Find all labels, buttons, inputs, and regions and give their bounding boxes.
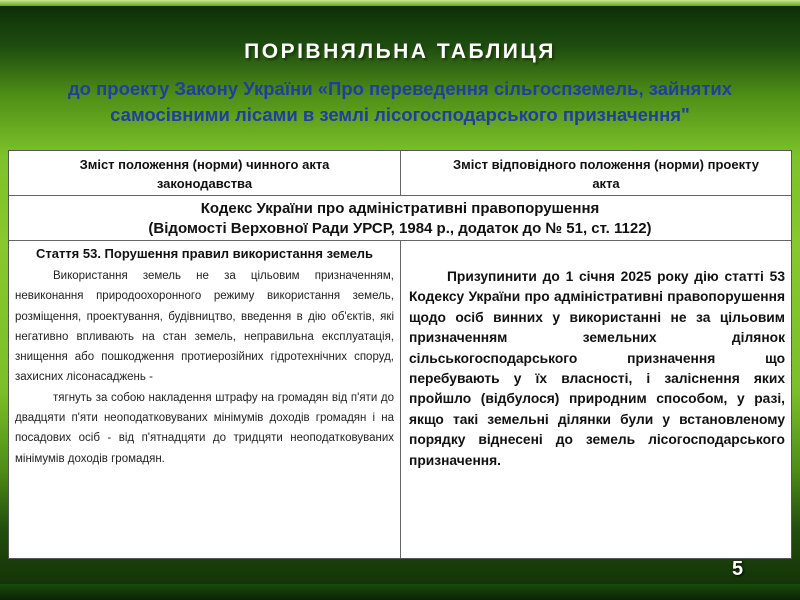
comparison-table <box>8 150 792 559</box>
current-norm-cell <box>9 241 401 558</box>
code-reference-row <box>9 196 791 241</box>
slide-subtitle <box>20 76 780 128</box>
table-header-row <box>9 151 791 196</box>
current-norm-paragraph-2: тягнуть за собою накладення штрафу на громадян від п'яти до двадцяти п'яти неоподатковуваних мінімумів доходів громадян і на посадових осіб - від п'ятнадцяти до тридцяти неоподатковуваних мінімумів доходів громадян. <box>15 391 394 465</box>
subtitle-line-1: до проекту Закону України «Про переведення сільгоспземель, зайнятих <box>67 78 733 99</box>
current-norm-paragraph-1: Використання земель не за цільовим призначенням, невиконання природоохоронного режиму використання земель, розміщення, проектування, будівництво, введення в дію об'єктів, які негативно впливають на стан земель, неправильна експлуатація, знищення або пошкодження протиерозійних гідротехнічних споруд, захисних лісонасаджень - <box>15 270 394 384</box>
article-title: Стаття 53. Порушення правил використання земель <box>35 246 374 261</box>
code-source: (Відомості Верховної Ради УРСР, 1984 р., додаток до № 51, ст. 1122) <box>148 220 652 237</box>
draft-norm-paragraph: Призупинити до 1 січня 2025 року дію статті 53 Кодексу України про адміністративні правопорушення щодо осіб винних у використанні не за цільовим призначенням земельних ділянок сільськогосподарського призначення що перебувають у їх власності, і заліснення яких пройшло (відбулося) природним способом, у разі, якщо такі земельні ділянки були у встановленому порядку віднесені до земель лісогосподарського призначення. <box>409 269 785 468</box>
slide-title: ПОРІВНЯЛЬНА ТАБЛИЦЯ <box>244 40 556 63</box>
page-number: 5 <box>732 558 744 580</box>
code-name: Кодекс України про адміністративні правопорушення <box>200 200 600 217</box>
subtitle-line-2: самосівними лісами в землі лісогосподарського призначення" <box>110 104 690 125</box>
top-decor-strip <box>0 0 800 6</box>
bottom-decor-strip <box>0 584 800 600</box>
header-draft-norm: Зміст відповідного положення (норми) проекту акта <box>452 157 759 191</box>
draft-norm-cell <box>401 241 791 558</box>
header-current-norm: Зміст положення (норми) чинного акта законодавства <box>9 151 401 196</box>
